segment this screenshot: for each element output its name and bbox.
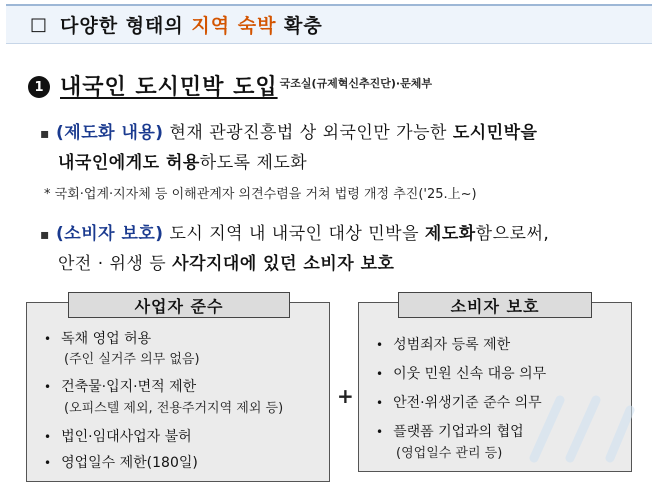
bullet-text: 안전 · 위생 등: [58, 254, 173, 274]
owner-text: 국조실(규제혁신추진단)·문체부: [279, 77, 432, 90]
bullet-text: 도시 지역 내 내국인 대상 민박을: [163, 224, 425, 244]
list-item: [44, 452, 198, 472]
header-highlight: 지역 숙박: [191, 15, 277, 37]
bullet-dot-icon: •: [376, 338, 384, 352]
bullet-institution: [40, 118, 537, 143]
bullet-dot-icon: •: [44, 456, 52, 470]
list-item: [44, 376, 196, 396]
footnote: * 국회·업계·지자체 등 이해관계자 의견수렴을 거쳐 법령 개정 추진('25.上~): [44, 187, 477, 202]
plus-icon: +: [337, 384, 354, 408]
item-text: 영업일수 제한(180일): [61, 455, 198, 471]
bullet-dot-icon: •: [44, 380, 52, 394]
bullet-text: 함으로써,: [475, 224, 550, 244]
list-item: [376, 363, 546, 383]
list-item: [376, 421, 524, 441]
title-text: 내국인 도시민박 도입: [60, 75, 278, 100]
item-sub: (오피스텔 제외, 전용주거지역 제외 등): [64, 401, 284, 416]
item-text: 성범죄자 등록 제한: [393, 337, 511, 353]
bullet-tag: (제도화 내용): [56, 123, 164, 143]
list-item: [44, 426, 192, 446]
bullet-square-icon: ▪: [40, 227, 50, 243]
bullet-bold: 사각지대에 있던 소비자 보호: [172, 254, 395, 274]
bullet-institution-cont: [58, 148, 307, 173]
bullet-bold: 도시민박을: [452, 123, 538, 143]
item-text: 안전·위생기준 준수 의무: [393, 395, 542, 411]
list-item: [376, 392, 542, 412]
bullet-consumer: [40, 219, 549, 244]
bullet-dot-icon: •: [376, 367, 384, 381]
bullet-dot-icon: •: [376, 396, 384, 410]
bullet-tag: (소비자 보호): [56, 224, 164, 244]
operator-panel-title: 사업자 준수: [68, 292, 290, 318]
section-title: [28, 70, 432, 101]
section-header: [6, 4, 652, 44]
header-post: 확충: [284, 15, 323, 37]
bullet-dot-icon: •: [44, 332, 52, 346]
number-badge: 1: [28, 76, 50, 98]
header-pre: 다양한 형태의: [60, 15, 184, 37]
item-sub: (주인 실거주 의무 없음): [64, 352, 200, 367]
bullet-consumer-cont: [58, 249, 394, 274]
item-text: 독채 영업 허용: [61, 331, 152, 347]
bullet-text: 하도록 제도화: [199, 153, 308, 173]
bullet-dot-icon: •: [376, 425, 384, 439]
list-item: [44, 328, 151, 348]
item-text: 플랫폼 기업과의 협업: [393, 424, 524, 440]
list-item: [376, 334, 510, 354]
bullet-bold: 제도화: [424, 224, 476, 244]
bullet-text: 현재 관광진흥법 상 외국인만 가능한: [163, 123, 453, 143]
checkbox-glyph: □: [30, 14, 49, 35]
consumer-panel-title: 소비자 보호: [398, 292, 592, 318]
item-text: 이웃 민원 신속 대응 의무: [393, 366, 547, 382]
bullet-square-icon: ▪: [40, 126, 50, 142]
item-text: 법인·임대사업자 불허: [61, 429, 192, 445]
item-sub: (영업일수 관리 등): [396, 446, 503, 461]
bullet-bold: 내국인에게도 허용: [58, 153, 200, 173]
bullet-dot-icon: •: [44, 430, 52, 444]
item-text: 건축물·입지·면적 제한: [61, 379, 197, 395]
